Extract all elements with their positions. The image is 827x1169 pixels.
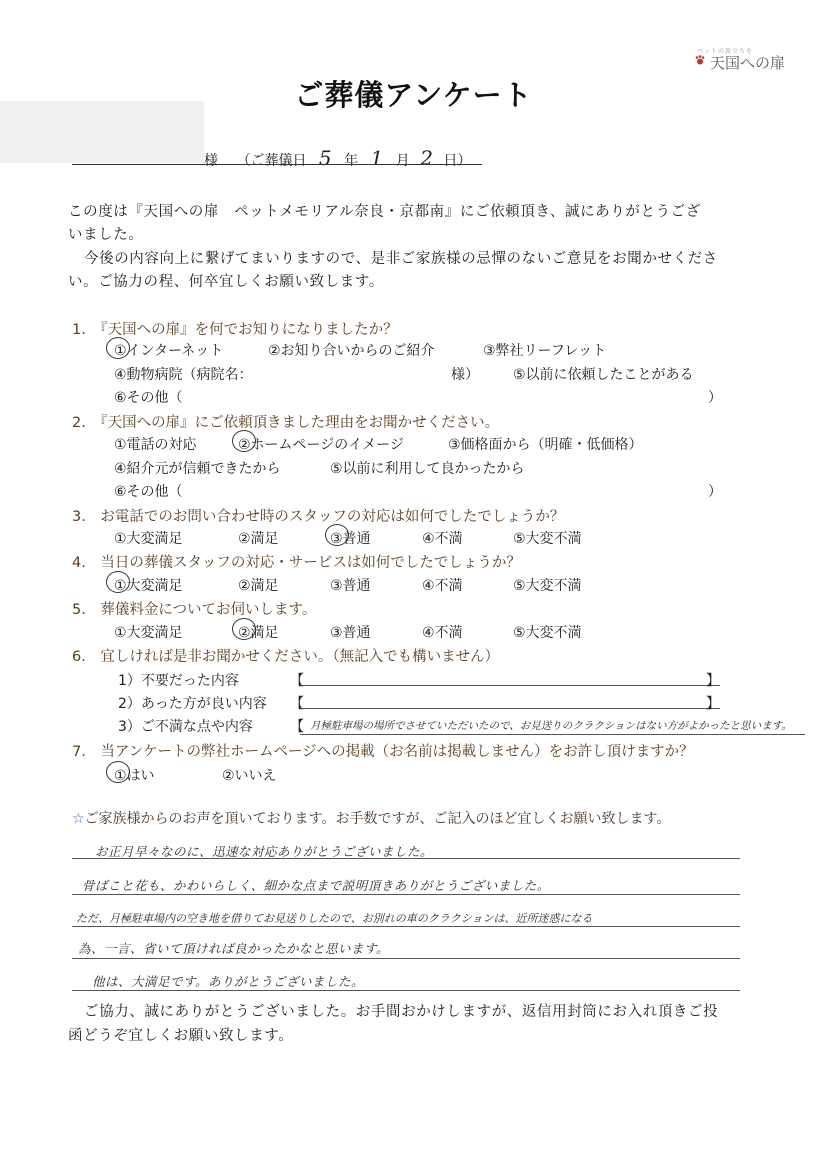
q2-option-5[interactable]: ⑤以前に利用して良かったから [330,461,525,477]
q7-option-1[interactable]: ①はい [114,768,155,784]
year-unit: 年 [344,153,359,169]
comments-header-text: ご家族様からのお声を頂いております。お手数ですが、ご記入のほど宜しくお願い致します。 [84,811,671,827]
question-4: 4. 当日の葬儀スタッフの対応・サービスは如何でしたでしょうか？ [72,555,521,571]
intro-line-4: い。ご協力の程、何卒宜しくお願い致します。 [68,274,384,290]
q6-sub-2: 2）あった方が良い内容 [118,696,267,712]
comment-rule [72,990,740,991]
month-value: 1 [370,146,384,170]
intro-line-1: この度は『天国への扉 ペットメモリアル奈良・京都南』にご依頼頂き、誠にありがとうござ [68,204,701,220]
q5-option-3[interactable]: ③普通 [330,625,371,641]
answer-underline [300,685,720,686]
header-underline [72,164,482,165]
intro-line-2: いました。 [68,227,144,243]
q2-option-1[interactable]: ①電話の対応 [114,437,197,453]
closing-line-1: ご協力、誠にありがとうございました。お手間おかけしますが、返信用封筒にお入れ頂きご投 [84,1004,719,1020]
q6-sub-1: 1）不要だった内容 [118,673,239,689]
q1-option-4[interactable]: ④動物病院（病院名： [114,367,253,383]
bracket-open: 【 [290,673,304,689]
q1-option-3[interactable]: ③弊社リーフレット [483,343,607,359]
q3-option-4[interactable]: ④不満 [422,531,463,547]
bracket-open: 【 [290,719,304,735]
comment-line-1: お正月早々なのに、迅速な対応ありがとうございました。 [95,844,434,859]
q4-option-3[interactable]: ③普通 [330,578,371,594]
comment-rule [72,958,740,959]
q6-sub-3-answer: 月極駐車場の場所でさせていただいたので、お見送りのクラクションはない方がよかったと思います。 [310,720,792,732]
question-7: 7. 当アンケートの弊社ホームページへの掲載（お名前は掲載しません）をお許し頂けますか？ [72,744,694,760]
answer-underline [300,734,805,735]
q5-option-1[interactable]: ①大変満足 [114,625,183,641]
q2-option-3[interactable]: ③価格面から（明確・低価格） [448,437,643,453]
header-date-line [204,146,471,170]
q1-option-6-close: ） [708,390,722,406]
year-value: 5 [318,146,332,170]
q7-option-2[interactable]: ②いいえ [222,768,277,784]
date-open: （ご葬儀日 [236,153,307,169]
q1-option-1[interactable]: ①インターネット [114,343,224,359]
day-value: 2 [420,146,433,170]
bracket-open: 【 [290,696,304,712]
q1-option-6[interactable]: ⑥その他（ [114,390,183,406]
answer-underline [300,708,720,709]
comments-header [72,808,670,828]
bracket-close: 】 [706,696,720,712]
brand-name: 天国への扉 [710,54,786,72]
q1-option-4-end: 様） [451,367,479,383]
question-5: 5. 葬儀料金についてお伺いします。 [72,602,317,618]
question-3: 3. お電話でのお問い合わせ時のスタッフの対応は如何でしたでしょうか？ [72,509,565,525]
paw-logo-icon [695,55,705,65]
bracket-close: 】 [706,673,720,689]
q3-option-3[interactable]: ③普通 [330,531,371,547]
comment-line-4: 為、一言、省いて頂ければ良かったかなと思います。 [78,941,390,956]
comment-rule [72,894,740,895]
q4-option-1[interactable]: ①大変満足 [114,578,183,594]
q6-sub-3: 3）ご不満な点や内容 [118,719,253,735]
q1-option-2[interactable]: ②お知り合いからのご紹介 [268,343,435,359]
page-title: ご葬儀アンケート [294,78,533,112]
star-icon: ☆ [72,811,85,827]
q2-option-2[interactable]: ②ホームページのイメージ [238,437,404,453]
sama-label: 様 [204,153,218,169]
q3-option-1[interactable]: ①大変満足 [114,531,183,547]
q4-option-4[interactable]: ④不満 [422,578,463,594]
q5-option-4[interactable]: ④不満 [422,625,463,641]
month-unit: 月 [395,153,410,169]
redacted-name [0,101,204,163]
question-6: 6. 宜しければ是非お聞かせください。（無記入でも構いません） [72,649,500,665]
q2-option-6-close: ） [708,484,722,500]
comment-rule [72,926,740,927]
brand-tagline: ペットの旅立ちを [697,48,754,55]
intro-line-3: 今後の内容向上に繋げてまいりますので、是非ご家族様の忌憚のないご意見をお聞かせくださ [84,251,718,267]
q1-option-5[interactable]: ⑤以前に依頼したことがある [513,367,694,383]
comment-line-5: 他は、大満足です。ありがとうございました。 [92,974,365,989]
q2-option-6[interactable]: ⑥その他（ [114,484,183,500]
q5-option-2[interactable]: ②満足 [238,625,279,641]
q3-option-2[interactable]: ②満足 [238,531,279,547]
day-unit: 日） [443,153,472,169]
q3-option-5[interactable]: ⑤大変不満 [513,531,582,547]
question-1: 1. 『天国への扉』を何でお知りになりましたか？ [72,322,398,338]
closing-line-2: 函どうぞ宜しくお願い致します。 [68,1028,294,1044]
comment-line-2: 骨ばこと花も、かわいらしく、細かな点まで説明頂きありがとうございました。 [82,878,550,893]
comment-rule [72,858,740,859]
question-2: 2. 『天国への扉』にご依頼頂きました理由をお聞かせください。 [72,415,500,431]
q5-option-5[interactable]: ⑤大変不満 [513,625,582,641]
comment-line-3: ただ、月極駐車場内の空き地を借りてお見送りしたので、お別れの車のクラクションは、近所迷惑になる [76,912,593,925]
q4-option-5[interactable]: ⑤大変不満 [513,578,582,594]
q4-option-2[interactable]: ②満足 [238,578,279,594]
q2-option-4[interactable]: ④紹介元が信頼できたから [114,461,281,477]
